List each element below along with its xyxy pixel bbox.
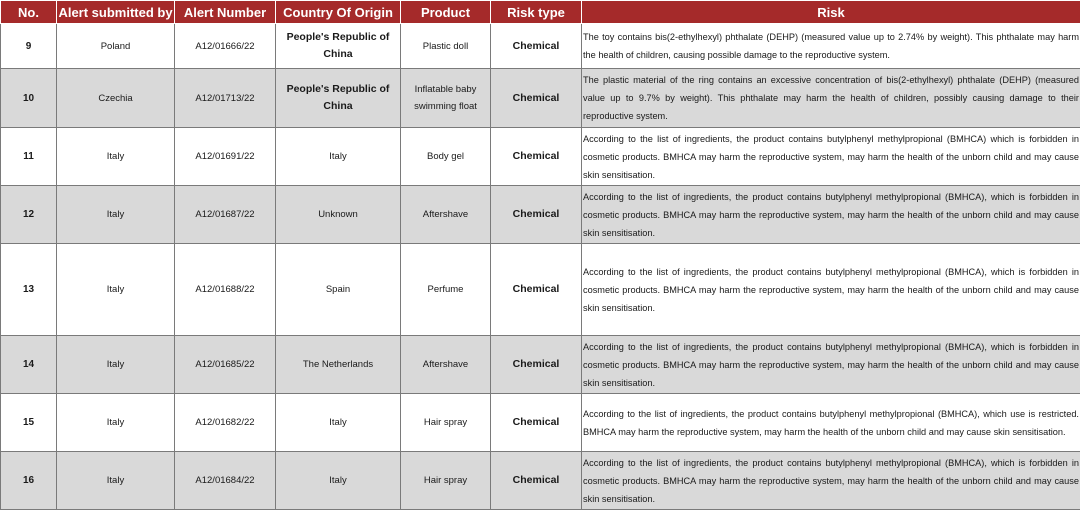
cell-no: 9 <box>1 24 57 69</box>
table-row <box>1 186 1080 244</box>
cell-risk-type: Chemical <box>491 69 582 128</box>
cell-submitted-by: Czechia <box>57 69 175 128</box>
cell-risk: According to the list of ingredients, the product contains butylphenyl methylpropional (BMHCA), which is forbidden in cosmetic products. BMHCA may harm the reproductive system, may harm the health of the unborn child and may cause skin sensitisation. <box>582 244 1080 336</box>
header-risk-type: Risk type <box>491 1 582 24</box>
cell-risk: According to the list of ingredients, the product contains butylphenyl methylpropional (BMHCA) which is forbidden in cosmetic products. BMHCA may harm the reproductive system, may harm the health of the unborn child and may cause skin sensitisation. <box>582 128 1080 186</box>
cell-alert-number: A12/01684/22 <box>175 452 276 510</box>
cell-alert-number: A12/01666/22 <box>175 24 276 69</box>
cell-no: 14 <box>1 336 57 394</box>
cell-product: Perfume <box>401 244 491 336</box>
cell-country: People's Republic of China <box>276 24 401 69</box>
cell-risk-type: Chemical <box>491 452 582 510</box>
cell-no: 12 <box>1 186 57 244</box>
cell-no: 13 <box>1 244 57 336</box>
cell-no: 10 <box>1 69 57 128</box>
cell-alert-number: A12/01682/22 <box>175 394 276 452</box>
cell-country: Unknown <box>276 186 401 244</box>
cell-risk-type: Chemical <box>491 24 582 69</box>
table-row <box>1 394 1080 452</box>
cell-country: Italy <box>276 452 401 510</box>
cell-country: Italy <box>276 128 401 186</box>
cell-alert-number: A12/01691/22 <box>175 128 276 186</box>
header-country: Country Of Origin <box>276 1 401 24</box>
table-row <box>1 244 1080 336</box>
cell-no: 11 <box>1 128 57 186</box>
table-row <box>1 336 1080 394</box>
cell-risk-type: Chemical <box>491 244 582 336</box>
cell-risk: According to the list of ingredients, the product contains butylphenyl methylpropional (BMHCA), which is forbidden in cosmetic products. BMHCA may harm the reproductive system, may harm the health of the unborn child and may cause skin sensitisation. <box>582 452 1080 510</box>
cell-no: 16 <box>1 452 57 510</box>
cell-country: People's Republic of China <box>276 69 401 128</box>
header-submitted-by: Alert submitted by <box>57 1 175 24</box>
cell-submitted-by: Italy <box>57 336 175 394</box>
cell-product: Inflatable baby swimming float <box>401 69 491 128</box>
cell-submitted-by: Italy <box>57 394 175 452</box>
cell-alert-number: A12/01713/22 <box>175 69 276 128</box>
cell-submitted-by: Poland <box>57 24 175 69</box>
cell-no: 15 <box>1 394 57 452</box>
table-header-row <box>1 1 1080 24</box>
cell-risk: According to the list of ingredients, the product contains butylphenyl methylpropional (BMHCA), which is forbidden in cosmetic products. BMHCA may harm the reproductive system, may harm the health of the unborn child and may cause skin sensitisation. <box>582 186 1080 244</box>
cell-country: The Netherlands <box>276 336 401 394</box>
header-no: No. <box>1 1 57 24</box>
cell-risk-type: Chemical <box>491 336 582 394</box>
cell-country: Spain <box>276 244 401 336</box>
cell-alert-number: A12/01688/22 <box>175 244 276 336</box>
table-row <box>1 452 1080 510</box>
header-product: Product <box>401 1 491 24</box>
cell-risk: The toy contains bis(2-ethylhexyl) phthalate (DEHP) (measured value up to 2.74% by weight). This phthalate may harm the health of children, causing possible damage to the reproductive system. <box>582 24 1080 69</box>
cell-country: Italy <box>276 394 401 452</box>
cell-submitted-by: Italy <box>57 186 175 244</box>
table-row <box>1 69 1080 128</box>
table-row <box>1 24 1080 69</box>
cell-submitted-by: Italy <box>57 128 175 186</box>
cell-risk: The plastic material of the ring contains an excessive concentration of bis(2-ethylhexyl) phthalate (DEHP) (measured value up to 9.7% by weight). This phthalate may harm the health of children, possibly causing damage to their reproductive system. <box>582 69 1080 128</box>
header-alert-number: Alert Number <box>175 1 276 24</box>
cell-risk: According to the list of ingredients, the product contains butylphenyl methylpropional (BMHCA), which use is restricted. BMHCA may harm the reproductive system, may harm the health of the unborn child and may cause skin sensitisation. <box>582 394 1080 452</box>
cell-risk: According to the list of ingredients, the product contains butylphenyl methylpropional (BMHCA), which is forbidden in cosmetic products. BMHCA may harm the reproductive system, may harm the health of the unborn child and may cause skin sensitisation. <box>582 336 1080 394</box>
cell-submitted-by: Italy <box>57 244 175 336</box>
cell-submitted-by: Italy <box>57 452 175 510</box>
cell-product: Aftershave <box>401 336 491 394</box>
cell-risk-type: Chemical <box>491 186 582 244</box>
cell-product: Hair spray <box>401 394 491 452</box>
cell-product: Body gel <box>401 128 491 186</box>
table-row <box>1 128 1080 186</box>
cell-alert-number: A12/01685/22 <box>175 336 276 394</box>
cell-product: Plastic doll <box>401 24 491 69</box>
cell-risk-type: Chemical <box>491 128 582 186</box>
cell-risk-type: Chemical <box>491 394 582 452</box>
cell-product: Hair spray <box>401 452 491 510</box>
header-risk: Risk <box>582 1 1080 24</box>
cell-alert-number: A12/01687/22 <box>175 186 276 244</box>
cell-product: Aftershave <box>401 186 491 244</box>
